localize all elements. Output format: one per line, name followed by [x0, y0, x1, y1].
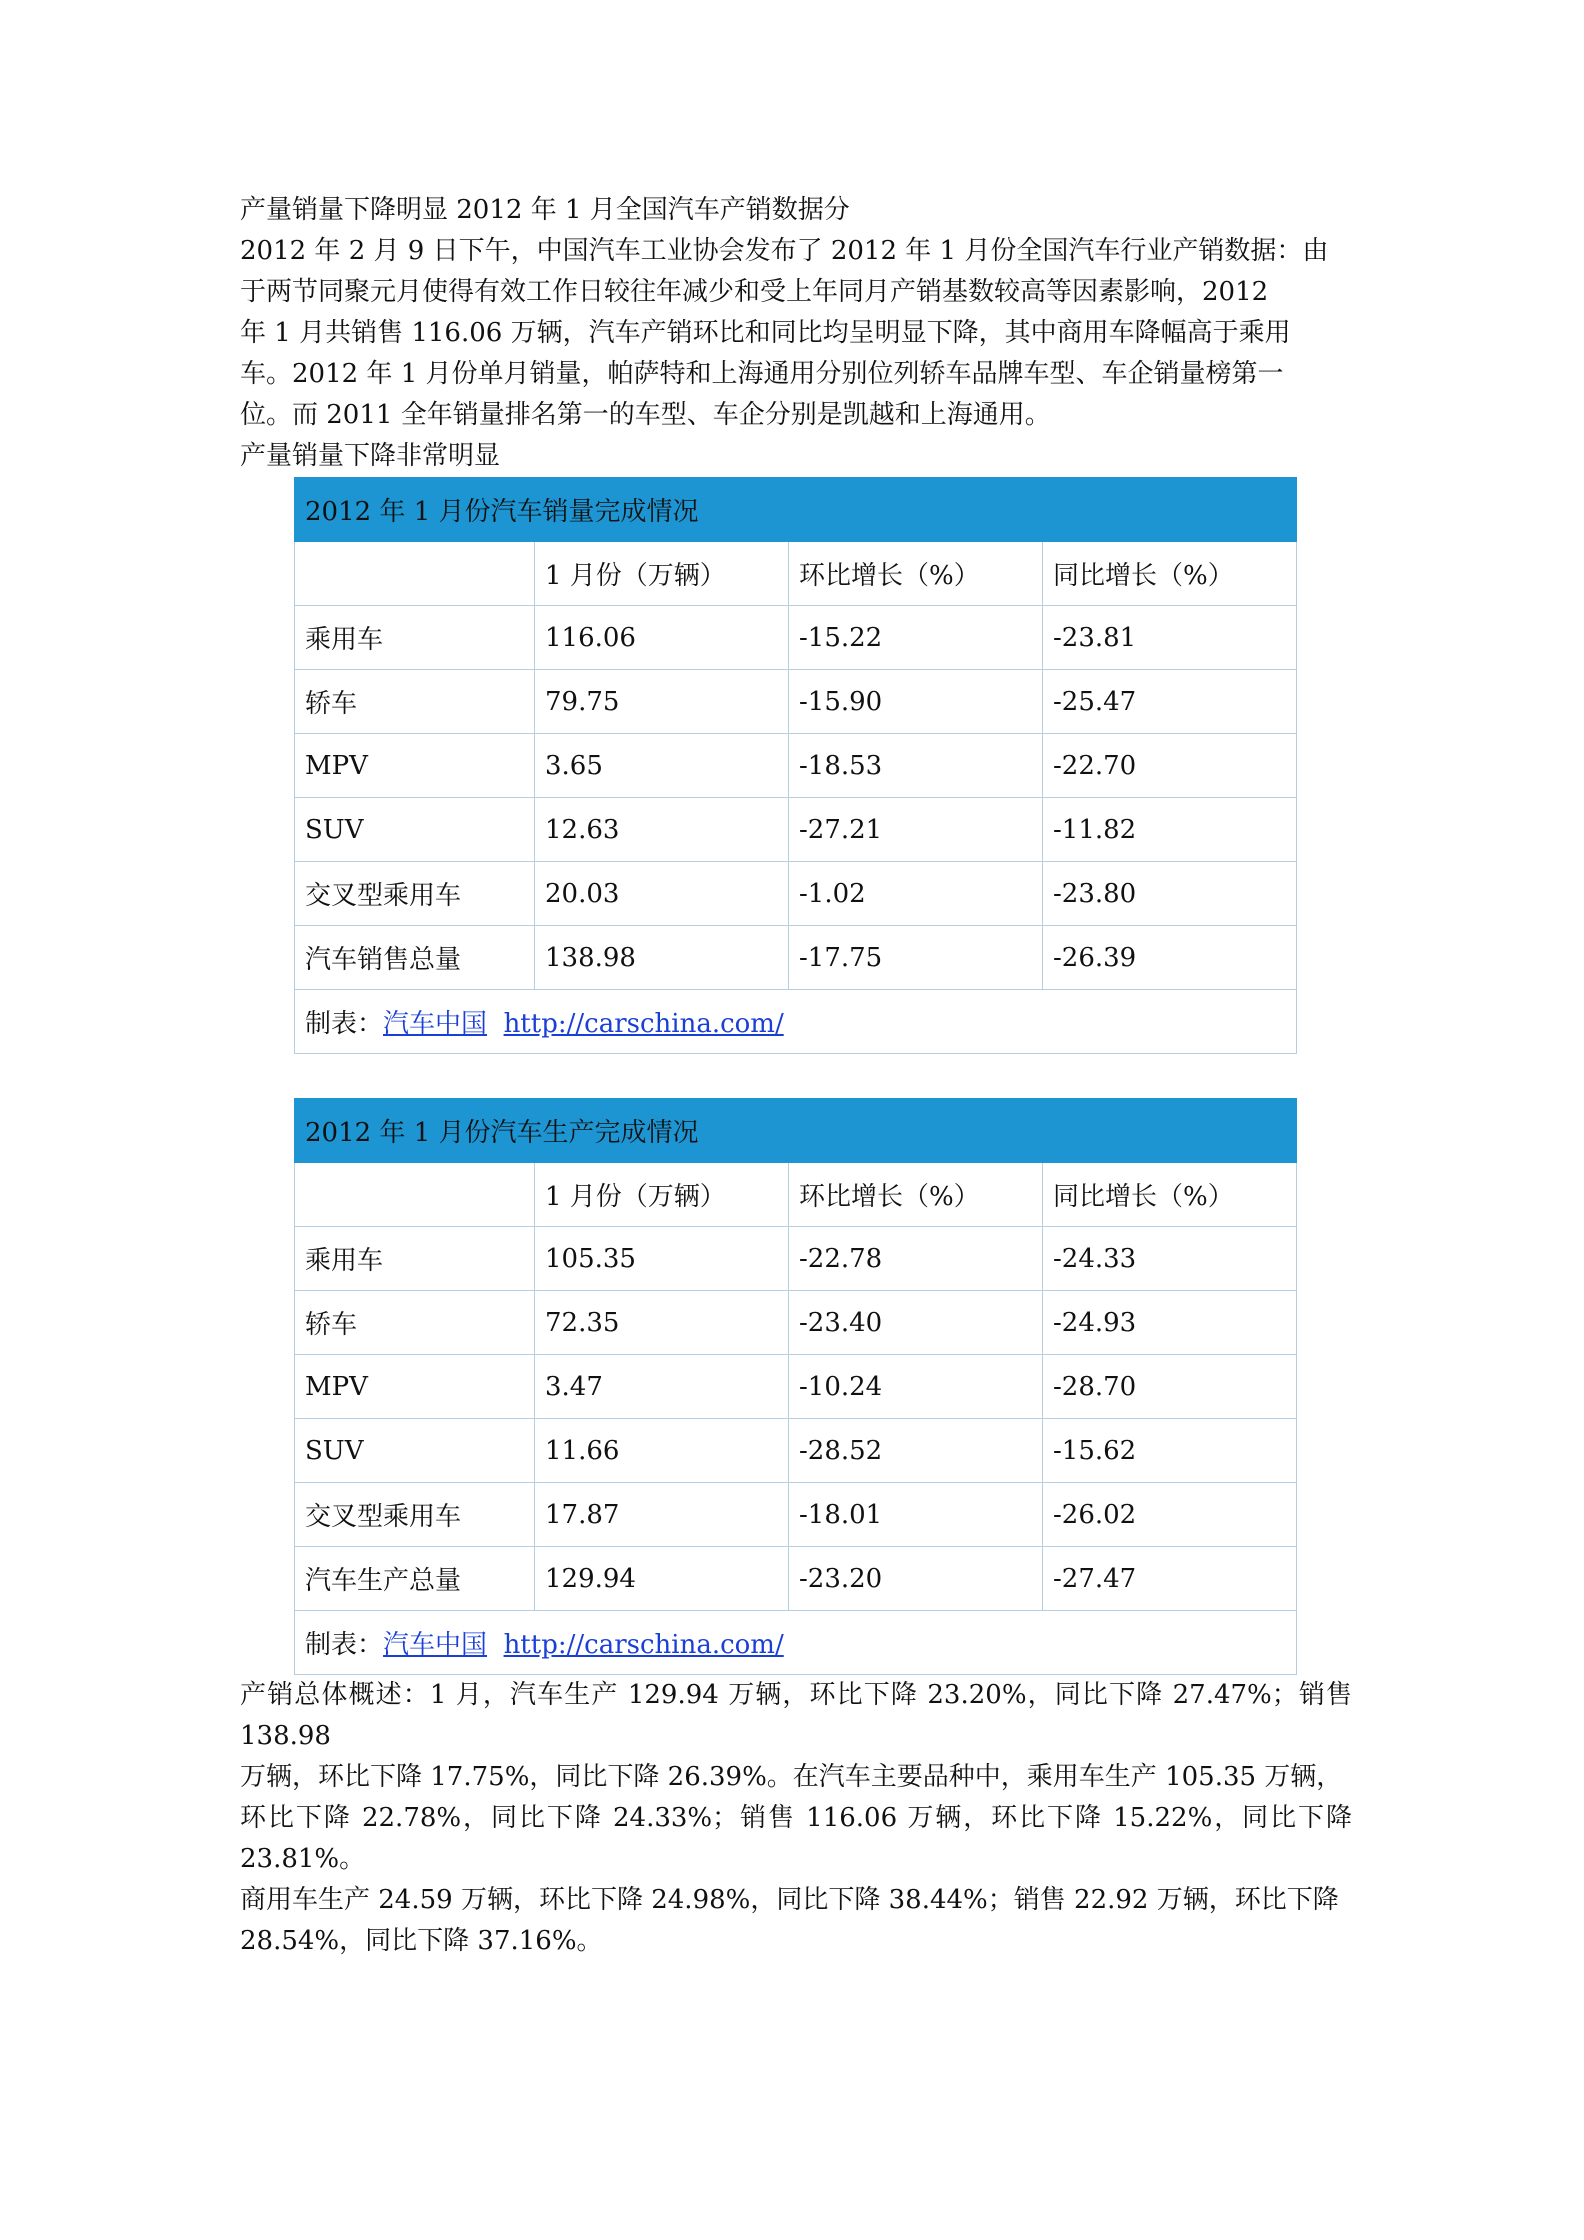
table-footer	[295, 990, 1297, 1054]
table-cell: 交叉型乘用车	[295, 1483, 535, 1547]
summary-line: 产销总体概述：1 月，汽车生产 129.94 万辆，环比下降 23.20%，同比下降 27.47%；销售 138.98	[240, 1680, 1352, 1751]
source-link[interactable]: 汽车中国	[383, 1630, 488, 1660]
table-row	[295, 1547, 1297, 1611]
column-header: 1 月份（万辆）	[535, 542, 789, 606]
intro-paragraph	[240, 231, 1352, 436]
column-header: 同比增长（%）	[1043, 542, 1297, 606]
table-row	[295, 734, 1297, 798]
table-cell: 乘用车	[295, 1227, 535, 1291]
table-cell: 105.35	[535, 1227, 789, 1291]
intro-line: 年 1 月共销售 116.06 万辆，汽车产销环比和同比均呈明显下降，其中商用车降幅高于乘用	[240, 318, 1291, 348]
table-cell: -22.78	[789, 1227, 1043, 1291]
table-cell: 116.06	[535, 606, 789, 670]
table-cell: -24.33	[1043, 1227, 1297, 1291]
table-footer	[295, 1611, 1297, 1675]
table-cell: -26.39	[1043, 926, 1297, 990]
table-cell: -25.47	[1043, 670, 1297, 734]
table-cell: 20.03	[535, 862, 789, 926]
table-cell: -23.40	[789, 1291, 1043, 1355]
table-row	[295, 926, 1297, 990]
table-cell: -15.22	[789, 606, 1043, 670]
intro-line: 位。而 2011 全年销量排名第一的车型、车企分别是凯越和上海通用。	[240, 400, 1051, 430]
table-cell: 11.66	[535, 1419, 789, 1483]
table-cell: -17.75	[789, 926, 1043, 990]
table-cell: -24.93	[1043, 1291, 1297, 1355]
column-header	[295, 542, 535, 606]
spacer	[240, 1054, 1352, 1098]
table-cell: -22.70	[1043, 734, 1297, 798]
production-table-wrap	[294, 1098, 1296, 1675]
table-cell: 乘用车	[295, 606, 535, 670]
table-cell: -18.53	[789, 734, 1043, 798]
table-row	[295, 1291, 1297, 1355]
table-cell: -18.01	[789, 1483, 1043, 1547]
column-header: 1 月份（万辆）	[535, 1163, 789, 1227]
table-row	[295, 1227, 1297, 1291]
table-cell: 3.47	[535, 1355, 789, 1419]
document-page	[240, 190, 1352, 1962]
table-cell: -1.02	[789, 862, 1043, 926]
table-cell: -10.24	[789, 1355, 1043, 1419]
table-cell: -15.62	[1043, 1419, 1297, 1483]
table-cell: 交叉型乘用车	[295, 862, 535, 926]
table-header-row	[295, 542, 1297, 606]
table-cell: -27.21	[789, 798, 1043, 862]
table-cell: SUV	[295, 798, 535, 862]
column-header	[295, 1163, 535, 1227]
table-cell: -23.20	[789, 1547, 1043, 1611]
table-footer-row	[295, 990, 1297, 1054]
column-header: 环比增长（%）	[789, 1163, 1043, 1227]
table-cell: 129.94	[535, 1547, 789, 1611]
table-cell: 轿车	[295, 670, 535, 734]
summary-line: 商用车生产 24.59 万辆，环比下降 24.98%，同比下降 38.44%；销售 22.92 万辆，环比下降	[240, 1885, 1339, 1915]
sales-table-wrap	[294, 477, 1296, 1054]
column-header: 同比增长（%）	[1043, 1163, 1297, 1227]
table-header-row	[295, 1163, 1297, 1227]
table-row	[295, 606, 1297, 670]
table-cell: 汽车销售总量	[295, 926, 535, 990]
table-cell: 138.98	[535, 926, 789, 990]
table-cell: 79.75	[535, 670, 789, 734]
table-cell: -15.90	[789, 670, 1043, 734]
table-cell: -26.02	[1043, 1483, 1297, 1547]
table-row	[295, 798, 1297, 862]
table-cell: 72.35	[535, 1291, 789, 1355]
table-cell: MPV	[295, 734, 535, 798]
table-row	[295, 670, 1297, 734]
intro-line: 2012 年 2 月 9 日下午，中国汽车工业协会发布了 2012 年 1 月份全国汽车行业产销数据：由	[240, 236, 1329, 266]
table-row	[295, 1419, 1297, 1483]
table-cell: 17.87	[535, 1483, 789, 1547]
table-cell: 汽车生产总量	[295, 1547, 535, 1611]
table-row	[295, 1483, 1297, 1547]
table-cell: MPV	[295, 1355, 535, 1419]
table-cell: -28.70	[1043, 1355, 1297, 1419]
source-url-link[interactable]: http://carschina.com/	[503, 1630, 784, 1660]
source-link[interactable]: 汽车中国	[383, 1009, 488, 1039]
section-subheading: 产量销量下降非常明显	[240, 441, 501, 471]
table-row	[295, 1355, 1297, 1419]
sales-table-title: 2012 年 1 月份汽车销量完成情况	[295, 478, 1297, 542]
sales-table	[294, 477, 1297, 1054]
table-cell: SUV	[295, 1419, 535, 1483]
source-url-link[interactable]: http://carschina.com/	[503, 1009, 784, 1039]
summary-line: 万辆，环比下降 17.75%，同比下降 26.39%。在汽车主要品种中，乘用车生产 105.35 万辆，	[240, 1762, 1343, 1792]
intro-line: 于两节同聚元月使得有效工作日较往年减少和受上年同月产销基数较高等因素影响，2012	[240, 277, 1269, 307]
summary-line: 环比下降 22.78%，同比下降 24.33%；销售 116.06 万辆，环比下降 15.22%，同比下降 23.81%。	[240, 1803, 1352, 1874]
intro-line: 车。2012 年 1 月份单月销量，帕萨特和上海通用分别位列轿车品牌车型、车企销量榜第一	[240, 359, 1284, 389]
production-table-title: 2012 年 1 月份汽车生产完成情况	[295, 1099, 1297, 1163]
footer-label: 制表：	[305, 1630, 384, 1660]
table-cell: 轿车	[295, 1291, 535, 1355]
table-cell: -11.82	[1043, 798, 1297, 862]
table-cell: -27.47	[1043, 1547, 1297, 1611]
article-title: 产量销量下降明显 2012 年 1 月全国汽车产销数据分	[240, 195, 850, 225]
table-row	[295, 862, 1297, 926]
table-cell: 12.63	[535, 798, 789, 862]
table-cell: -28.52	[789, 1419, 1043, 1483]
column-header: 环比增长（%）	[789, 542, 1043, 606]
table-cell: 3.65	[535, 734, 789, 798]
summary-line: 28.54%，同比下降 37.16%。	[240, 1926, 603, 1956]
table-cell: -23.81	[1043, 606, 1297, 670]
summary-paragraph	[240, 1675, 1352, 1962]
footer-label: 制表：	[305, 1009, 384, 1039]
table-cell: -23.80	[1043, 862, 1297, 926]
table-footer-row	[295, 1611, 1297, 1675]
production-table	[294, 1098, 1297, 1675]
